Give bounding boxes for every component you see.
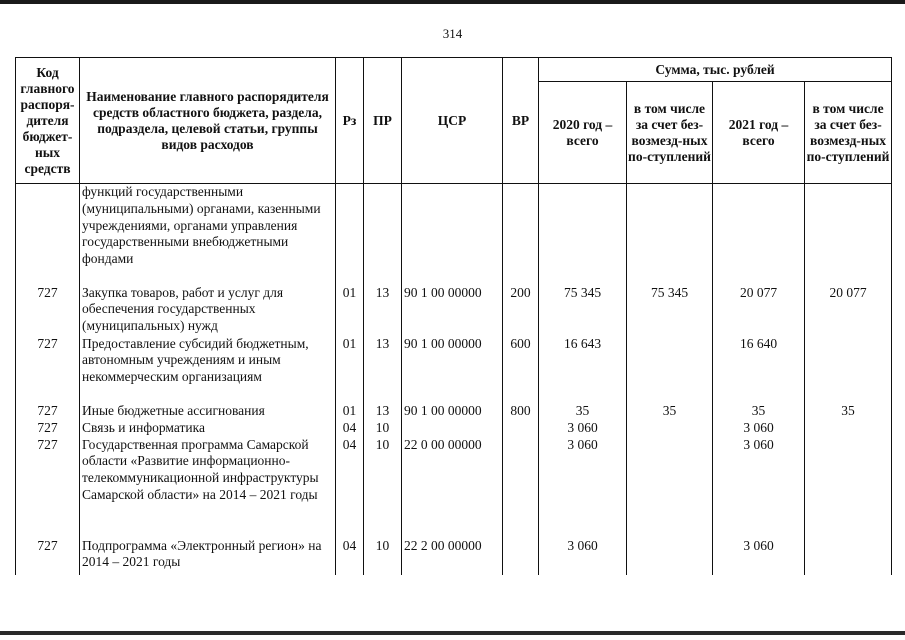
cell-name: Иные бюджетные ассигнования — [80, 403, 336, 420]
cell-code: 727 — [16, 336, 80, 403]
cell-2020-free — [627, 538, 713, 576]
table-row — [16, 420, 892, 437]
cell-code: 727 — [16, 538, 80, 576]
cell-2021-total: 16 640 — [713, 336, 805, 403]
cell-csr — [402, 184, 503, 285]
cell-2021-total — [713, 184, 805, 285]
table-row — [16, 285, 892, 336]
cell-vr — [503, 184, 539, 285]
cell-name: Связь и информатика — [80, 420, 336, 437]
cell-2020-total: 3 060 — [539, 420, 627, 437]
cell-vr — [503, 538, 539, 576]
cell-2021-total: 3 060 — [713, 420, 805, 437]
cell-2021-free — [805, 538, 892, 576]
cell-csr — [402, 420, 503, 437]
cell-rz: 01 — [336, 336, 364, 403]
cell-pr — [364, 184, 402, 285]
table-row — [16, 538, 892, 576]
cell-2021-free: 35 — [805, 403, 892, 420]
cell-csr: 90 1 00 00000 — [402, 403, 503, 420]
cell-pr: 10 — [364, 420, 402, 437]
table-header — [16, 58, 892, 184]
cell-2021-total: 20 077 — [713, 285, 805, 336]
cell-2021-free — [805, 420, 892, 437]
cell-2021-total: 35 — [713, 403, 805, 420]
cell-vr: 200 — [503, 285, 539, 336]
table-row — [16, 336, 892, 403]
cell-2020-total: 16 643 — [539, 336, 627, 403]
cell-2020-free — [627, 420, 713, 437]
cell-rz: 04 — [336, 437, 364, 538]
cell-pr: 10 — [364, 437, 402, 538]
cell-2021-free — [805, 336, 892, 403]
cell-code — [16, 184, 80, 285]
cell-csr: 22 2 00 00000 — [402, 538, 503, 576]
cell-name: Закупка товаров, работ и услуг для обеспечения государственных (муниципальных) нужд — [80, 285, 336, 336]
header-2020-free: в том числе за счет без-возмезд-ных по-ступлений — [627, 82, 713, 184]
cell-rz — [336, 184, 364, 285]
cell-code: 727 — [16, 403, 80, 420]
cell-2020-total: 3 060 — [539, 538, 627, 576]
cell-vr: 600 — [503, 336, 539, 403]
cell-2020-free — [627, 336, 713, 403]
cell-rz: 04 — [336, 538, 364, 576]
cell-code: 727 — [16, 285, 80, 336]
cell-vr: 800 — [503, 403, 539, 420]
cell-2020-total — [539, 184, 627, 285]
page-bottom-edge — [0, 631, 905, 635]
cell-2021-total: 3 060 — [713, 538, 805, 576]
cell-2021-free: 20 077 — [805, 285, 892, 336]
cell-2020-total: 3 060 — [539, 437, 627, 538]
cell-code: 727 — [16, 437, 80, 538]
cell-pr: 10 — [364, 538, 402, 576]
cell-vr — [503, 420, 539, 437]
cell-name: Государственная программа Самарской области «Развитие информационно-телекоммуникационной инфраструктуры Самарской области» на 2014 – 2021 годы — [80, 437, 336, 538]
header-2020-total: 2020 год – всего — [539, 82, 627, 184]
cell-csr: 22 0 00 00000 — [402, 437, 503, 538]
page-top-edge — [0, 0, 905, 4]
cell-rz: 04 — [336, 420, 364, 437]
cell-vr — [503, 437, 539, 538]
cell-pr: 13 — [364, 336, 402, 403]
cell-name: Предоставление субсидий бюджетным, автономным учреждениям и иным некоммерческим организациям — [80, 336, 336, 403]
header-csr: ЦСР — [402, 58, 503, 184]
cell-2020-free: 75 345 — [627, 285, 713, 336]
cell-csr: 90 1 00 00000 — [402, 336, 503, 403]
header-sum: Сумма, тыс. рублей — [539, 58, 892, 82]
header-code: Код главного распоря-дителя бюджет-ных средств — [16, 58, 80, 184]
cell-code: 727 — [16, 420, 80, 437]
cell-2021-total: 3 060 — [713, 437, 805, 538]
cell-2020-free: 35 — [627, 403, 713, 420]
table-row — [16, 184, 892, 285]
cell-name: Подпрограмма «Электронный регион» на 2014 – 2021 годы — [80, 538, 336, 576]
cell-2021-free — [805, 437, 892, 538]
cell-2020-total: 75 345 — [539, 285, 627, 336]
cell-name: функций государственными (муниципальными) органами, казенными учреждениями, органами управления государственными внебюджетными фондами — [80, 184, 336, 285]
budget-table — [15, 57, 892, 575]
header-pr: ПР — [364, 58, 402, 184]
header-vr: ВР — [503, 58, 539, 184]
cell-pr: 13 — [364, 285, 402, 336]
cell-csr: 90 1 00 00000 — [402, 285, 503, 336]
cell-2020-free — [627, 437, 713, 538]
table-row — [16, 403, 892, 420]
table-body — [16, 184, 892, 576]
cell-2021-free — [805, 184, 892, 285]
header-2021-total: 2021 год – всего — [713, 82, 805, 184]
cell-pr: 13 — [364, 403, 402, 420]
table-row — [16, 437, 892, 538]
cell-2020-total: 35 — [539, 403, 627, 420]
cell-rz: 01 — [336, 285, 364, 336]
cell-rz: 01 — [336, 403, 364, 420]
cell-2020-free — [627, 184, 713, 285]
header-name: Наименование главного распорядителя средств областного бюджета, раздела, подраздела, целевой статьи, группы видов расходов — [80, 58, 336, 184]
page-number: 314 — [442, 26, 463, 41]
header-2021-free: в том числе за счет без-возмезд-ных по-ступлений — [805, 82, 892, 184]
header-rz: Рз — [336, 58, 364, 184]
